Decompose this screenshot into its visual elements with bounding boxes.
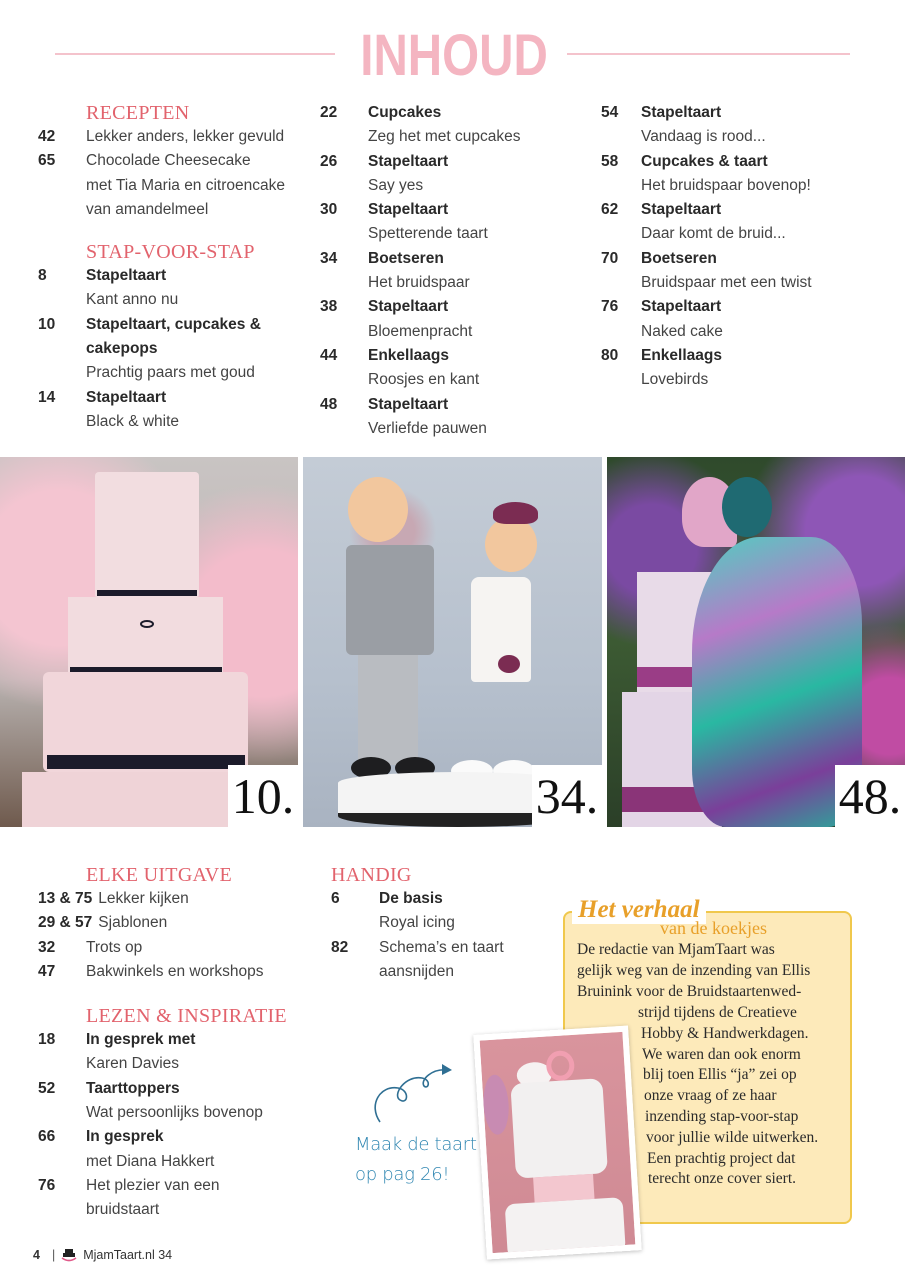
entry-subtitle: Vandaag is rood... (641, 128, 766, 146)
bride-handbag (498, 655, 520, 673)
toc-entry[interactable] (331, 936, 561, 985)
toc-entry[interactable] (38, 264, 308, 313)
page-title: INHOUD (360, 23, 548, 88)
photo-page-label: 10. (228, 765, 298, 827)
entry-subtitle: Karen Davies (86, 1055, 180, 1073)
toc-column-1 (38, 101, 308, 434)
groom-head (348, 477, 408, 542)
groom-trousers (358, 655, 418, 765)
toc-entry[interactable] (38, 1174, 318, 1223)
loop-arrow-icon (370, 1060, 460, 1130)
entry-title: Stapeltaart (368, 298, 449, 316)
toc-column-bottom-left (38, 863, 318, 1223)
entry-title: Stapeltaart (86, 267, 167, 285)
entry-subtitle: Sjablonen (98, 914, 168, 932)
entry-title: Boetseren (368, 249, 444, 267)
page-number: 4 (33, 1248, 40, 1262)
ribbon (97, 590, 197, 596)
entry-subtitle: Zeg het met cupcakes (368, 128, 521, 146)
toc-entry[interactable] (38, 313, 308, 386)
magnolia (482, 1074, 511, 1135)
page-number: 52 (38, 1079, 56, 1097)
story-line: Een prachtig project dat (647, 1149, 796, 1167)
entry-subtitle: Royal icing (379, 914, 455, 932)
title-rule-right (567, 53, 850, 55)
toc-entry[interactable] (38, 1028, 318, 1077)
handwritten-line: Maak de taart (355, 1134, 477, 1155)
story-line: Hobby & Handwerkdagen. (641, 1024, 809, 1042)
cake-tier (510, 1078, 608, 1178)
toc-column-2 (320, 101, 590, 441)
entry-subtitle: Daar komt de bruid... (641, 225, 786, 243)
peacock-head-teal (722, 477, 772, 537)
toc-entry[interactable] (38, 887, 318, 911)
page-number: 48 (320, 395, 338, 413)
entry-subtitle: Naked cake (641, 322, 723, 340)
toc-entry[interactable] (601, 150, 891, 199)
page-number: 38 (320, 298, 338, 316)
entry-subtitle: Lekker kijken (98, 890, 189, 907)
page-number: 10 (38, 315, 56, 333)
toc-column-3 (601, 101, 891, 393)
page-number: 30 (320, 201, 338, 219)
entry-title: Boetseren (641, 249, 717, 267)
story-line: gelijk weg van de inzending van Ellis (577, 961, 811, 979)
toc-column-handig (331, 863, 561, 984)
entry-subtitle: Say yes (368, 176, 424, 194)
page-number: 62 (601, 201, 619, 219)
story-line: voor jullie wilde uitwerken. (646, 1128, 819, 1146)
entry-subtitle: van amandelmeel (86, 200, 209, 218)
entry-subtitle: met Tia Maria en citroencake (86, 176, 286, 194)
page-number: 22 (320, 104, 338, 121)
entry-subtitle: Bruidspaar met een twist (641, 274, 812, 292)
entry-subtitle: bruidstaart (86, 1201, 160, 1219)
brand-text: MjamTaart.nl 34 (83, 1248, 173, 1262)
page-number: 29 & 57 (38, 914, 93, 932)
separator: | (51, 1248, 56, 1262)
story-line: inzending stap-voor-stap (645, 1107, 799, 1125)
toc-entry[interactable] (38, 1077, 318, 1126)
toc-entry[interactable] (38, 1125, 318, 1174)
story-line: We waren dan ook enorm (642, 1045, 801, 1063)
section-heading-elke-uitgave: ELKE UITGAVE (86, 864, 232, 886)
toc-entry[interactable] (601, 295, 891, 344)
entry-subtitle: Bloemenpracht (368, 322, 473, 340)
page-number: 76 (38, 1176, 56, 1194)
entry-title: Stapeltaart (368, 395, 449, 413)
toc-entry[interactable] (331, 887, 561, 936)
page-number: 6 (331, 890, 340, 907)
photo-peacock-cake[interactable] (607, 457, 905, 827)
toc-entry[interactable] (601, 101, 891, 150)
story-line: terecht onze cover siert. (648, 1170, 797, 1188)
page-number: 58 (601, 152, 619, 170)
entry-title: Stapeltaart, cupcakes & (86, 315, 261, 333)
toc-entry[interactable] (38, 149, 308, 222)
page-number: 80 (601, 346, 619, 364)
photo-ruffle-cover-cake[interactable] (473, 1025, 641, 1259)
cake-tier (95, 472, 199, 597)
page-number: 34 (320, 249, 338, 267)
pink-bow (545, 1050, 575, 1082)
story-line: onze vraag of ze haar (644, 1087, 777, 1105)
page-number: 42 (38, 128, 56, 145)
entry-subtitle: Het plezier van een (86, 1176, 220, 1194)
title-rule-left (55, 53, 335, 55)
page-footer (33, 1248, 172, 1262)
entry-title: Enkellaags (641, 346, 722, 364)
toc-entry[interactable] (38, 960, 318, 984)
toc-entry[interactable] (38, 386, 308, 435)
page-number: 65 (38, 152, 56, 170)
page-number: 14 (38, 388, 56, 406)
page-number: 13 & 75 (38, 890, 93, 907)
entry-subtitle: Wat persoonlijks bovenop (86, 1104, 263, 1122)
photo-page-label: 34. (532, 765, 602, 827)
entry-subtitle: Chocolade Cheesecake (86, 152, 251, 170)
entry-subtitle: Bakwinkels en workshops (86, 962, 264, 980)
bow-icon (140, 620, 154, 628)
ribbon (47, 755, 245, 769)
photo-tiered-cake-black-white[interactable] (0, 457, 298, 827)
page-number: 32 (38, 938, 56, 956)
entry-title: Stapeltaart (86, 388, 167, 406)
story-title: Het verhaal (572, 896, 706, 924)
toc-entry[interactable] (320, 198, 590, 247)
page-number: 82 (331, 938, 349, 956)
cake-tier-ruffle (505, 1197, 626, 1259)
story-line: blij toen Ellis “ja” zei op (643, 1066, 797, 1084)
entry-subtitle: Prachtig paars met goud (86, 364, 255, 382)
handwritten-note (355, 1130, 477, 1190)
toc-entry[interactable] (320, 344, 590, 393)
entry-subtitle: met Diana Hakkert (86, 1152, 215, 1170)
section-heading-recepten: RECEPTEN (86, 102, 190, 124)
toc-entry[interactable] (320, 295, 590, 344)
bride-hat (493, 502, 538, 524)
entry-title: cakepops (86, 340, 158, 358)
entry-title: De basis (379, 890, 443, 907)
toc-entry[interactable] (320, 150, 590, 199)
section-heading-handig: HANDIG (331, 864, 412, 886)
page-number: 66 (38, 1128, 56, 1146)
entry-title: Stapeltaart (368, 152, 449, 170)
photo-bride-groom-figurines[interactable] (303, 457, 602, 827)
entry-title: Stapeltaart (641, 104, 722, 121)
toc-entry[interactable] (320, 247, 590, 296)
page-number: 54 (601, 104, 619, 121)
entry-subtitle: Verliefde pauwen (368, 419, 487, 437)
story-line: strijd tijdens de Creatieve (638, 1004, 797, 1021)
page-number: 76 (601, 298, 619, 316)
toc-entry[interactable] (601, 198, 891, 247)
entry-subtitle: Black & white (86, 412, 180, 430)
page-number: 70 (601, 249, 619, 267)
entry-title: Stapeltaart (641, 201, 722, 219)
section-heading-lezen-inspiratie: LEZEN & INSPIRATIE (86, 1005, 287, 1028)
toc-entry[interactable] (601, 344, 891, 393)
entry-title: In gesprek met (86, 1031, 196, 1049)
story-text-bottom (637, 1003, 818, 1190)
story-line: Bruinink voor de Bruidstaartenwed- (577, 982, 802, 1000)
entry-subtitle: Het bruidspaar (368, 274, 470, 292)
page-number: 26 (320, 152, 338, 170)
page-number: 18 (38, 1031, 56, 1049)
cake-logo-icon (61, 1248, 77, 1262)
toc-entry[interactable] (320, 101, 590, 150)
story-text-top (577, 940, 810, 1002)
cake-tier (68, 597, 223, 672)
entry-title: Cupcakes & taart (641, 152, 768, 170)
entry-subtitle: Spetterende taart (368, 225, 488, 243)
handwritten-line: op pag 26! (355, 1164, 450, 1185)
photo-page-label: 48. (835, 765, 905, 827)
toc-entry[interactable] (601, 247, 891, 296)
entry-subtitle: Roosjes en kant (368, 371, 480, 389)
toc-entry[interactable] (38, 125, 308, 149)
entry-subtitle: Schema’s en taart (379, 938, 504, 956)
entry-title: Enkellaags (368, 346, 449, 364)
story-subtitle: van de koekjes (660, 918, 767, 938)
toc-entry[interactable] (38, 936, 318, 960)
toc-entry[interactable] (320, 393, 590, 442)
page-number: 47 (38, 962, 56, 980)
entry-title: Stapeltaart (368, 201, 449, 219)
entry-subtitle: Trots op (86, 938, 143, 956)
page-number: 44 (320, 346, 338, 364)
groom-vest (346, 545, 434, 655)
page-number: 8 (38, 267, 47, 285)
entry-subtitle: aansnijden (379, 962, 454, 980)
entry-title: Stapeltaart (641, 298, 722, 316)
entry-subtitle: Het bruidspaar bovenop! (641, 176, 811, 194)
section-heading-stap-voor-stap: STAP-VOOR-STAP (86, 241, 255, 264)
story-line: De redactie van MjamTaart was (577, 941, 775, 958)
bride-head (485, 517, 537, 572)
cake-tier-pink (533, 1174, 594, 1203)
entry-title: Cupcakes (368, 104, 442, 121)
entry-title: Taarttoppers (86, 1079, 180, 1097)
entry-subtitle: Kant anno nu (86, 291, 179, 309)
entry-subtitle: Lekker anders, lekker gevuld (86, 128, 285, 145)
toc-entry[interactable] (38, 911, 318, 935)
entry-subtitle: Lovebirds (641, 371, 709, 389)
entry-title: In gesprek (86, 1128, 164, 1146)
